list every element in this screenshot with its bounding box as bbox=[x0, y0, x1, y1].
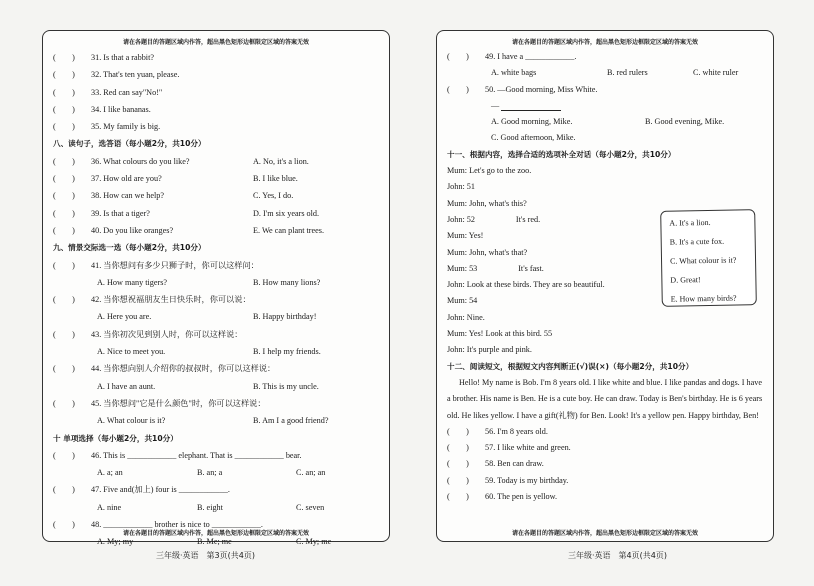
section-heading: 九、情景交际选一选（每小题2分，共10分） bbox=[53, 243, 206, 253]
answer-bracket[interactable]: ( ) bbox=[53, 104, 75, 114]
answer-bracket[interactable]: ( ) bbox=[53, 191, 75, 201]
answer-bracket[interactable]: ( ) bbox=[53, 225, 75, 235]
question-text: 38. How can we help? bbox=[91, 191, 164, 201]
answer-bracket[interactable]: ( ) bbox=[53, 329, 75, 339]
question bbox=[53, 222, 381, 239]
question-text: 57. I like white and green. bbox=[485, 443, 571, 453]
question-text: 43. 当你初次见到别人时，你可以这样说： bbox=[91, 329, 243, 339]
tf-question bbox=[447, 456, 767, 472]
answer-bracket[interactable]: ( ) bbox=[53, 174, 75, 184]
question bbox=[53, 205, 381, 222]
answer-area-notice-top: 请在各题目的答题区域内作答，超出黑色矩形边框限定区域的答案无效 bbox=[511, 39, 698, 46]
question-text: 41. 当你想问有多少只狮子时，你可以这样问： bbox=[91, 260, 259, 270]
options-row bbox=[53, 308, 381, 325]
dialog-line: Mum: Yes! bbox=[447, 231, 484, 241]
option-c: C. seven bbox=[296, 502, 325, 512]
dialog-line: Mum: 54 bbox=[447, 296, 478, 306]
question-text: 32. That's ten yuan, please. bbox=[91, 70, 180, 80]
options-row bbox=[53, 378, 381, 395]
option-a: A. Nice to meet you. bbox=[97, 347, 166, 357]
question bbox=[53, 187, 381, 204]
answer-option: E. We can plant trees. bbox=[253, 225, 325, 235]
page-4-footer: 三年级·英语 第4页(共4页) bbox=[568, 551, 667, 560]
question-text: 44. 当你想向别人介绍你的叔叔时，你可以这样说： bbox=[91, 364, 276, 374]
option-a: A. Good morning, Mike. bbox=[491, 117, 573, 127]
question-text: 46. This is ____________ elephant. That is ____________ bear. bbox=[91, 450, 302, 460]
tf-question bbox=[447, 424, 767, 440]
answer-bracket[interactable]: ( ) bbox=[447, 443, 469, 453]
question-text: 48. ____________ brother is nice to ____________. bbox=[91, 520, 263, 530]
option-b: B. Am I a good friend? bbox=[253, 416, 329, 426]
dialog-line: John: 52 It's red. bbox=[447, 214, 541, 224]
option-b: B. an; a bbox=[197, 468, 223, 478]
options-row bbox=[53, 412, 381, 429]
dialog-line: Mum: John, what's this? bbox=[447, 198, 527, 208]
option-b: B. red rulers bbox=[607, 68, 648, 78]
question-text: 50. —Good morning, Miss White. bbox=[485, 84, 598, 94]
exam-page-4 bbox=[436, 30, 774, 542]
dialog-line: John: Look at these birds. They are so beautiful. bbox=[447, 280, 605, 290]
option-b: B. I help my friends. bbox=[253, 347, 321, 357]
option-a: A. My; my bbox=[97, 537, 134, 547]
answer-bracket[interactable]: ( ) bbox=[447, 84, 469, 94]
question bbox=[53, 118, 381, 135]
answer-bracket[interactable]: ( ) bbox=[447, 459, 469, 469]
true-false-list bbox=[447, 424, 767, 505]
question-text: 49. I have a ____________. bbox=[485, 52, 577, 61]
question-text: 45. 当你想问"它是什么颜色"时，你可以这样说： bbox=[91, 398, 266, 408]
question-text: 37. How old are you? bbox=[91, 174, 162, 184]
answer-option: C. Yes, I do. bbox=[253, 191, 294, 201]
section-11-heading: 十一、根据内容，选择合适的选项补全对话（每小题2分，共10分） bbox=[447, 149, 676, 159]
dialog-line: Mum: 53 It's fast. bbox=[447, 263, 544, 273]
answer-bracket[interactable]: ( ) bbox=[53, 450, 75, 460]
option-b: B. Happy birthday! bbox=[253, 312, 317, 322]
tf-question bbox=[447, 440, 767, 456]
dialog-option: A. It's a lion. bbox=[669, 217, 711, 228]
question-text: 40. Do you like oranges? bbox=[91, 225, 174, 235]
answer-bracket[interactable]: ( ) bbox=[53, 520, 75, 530]
option-a: A. a; an bbox=[97, 468, 123, 478]
answer-bracket[interactable]: ( ) bbox=[53, 70, 75, 80]
option-a: A. I have an aunt. bbox=[97, 381, 156, 391]
option-c: C. white ruler bbox=[693, 68, 739, 78]
question-text: 33. Red can say"No!" bbox=[91, 87, 163, 97]
option-b: B. Me; me bbox=[197, 537, 232, 547]
question bbox=[53, 101, 381, 118]
question-text: 31. Is that a rabbit? bbox=[91, 53, 154, 62]
answer-option: A. No, it's a lion. bbox=[253, 156, 309, 166]
question-text: 58. Ben can draw. bbox=[485, 459, 544, 469]
question-text: 42. 当你想祝福朋友生日快乐时，你可以说： bbox=[91, 295, 251, 305]
dialog-line: Mum: Yes! Look at this bird. 55 bbox=[447, 329, 553, 339]
options-row bbox=[53, 464, 381, 481]
question bbox=[53, 481, 381, 498]
option-b: B. This is my uncle. bbox=[253, 381, 319, 391]
dialog-line: John: Nine. bbox=[447, 312, 485, 322]
answer-bracket[interactable]: ( ) bbox=[447, 475, 469, 485]
answer-bracket[interactable]: ( ) bbox=[53, 53, 75, 62]
dialog-line: John: 51 bbox=[447, 182, 475, 192]
question-text: 59. Today is my birthday. bbox=[485, 475, 569, 485]
question bbox=[53, 360, 381, 377]
section-12-heading: 十二、阅读短文，根据短文内容判断正(√)误(×)（每小题2分，共10分） bbox=[447, 361, 694, 371]
question-text: 35. My family is big. bbox=[91, 122, 161, 132]
question-text: 60. The pen is yellow. bbox=[485, 492, 558, 502]
exam-page-3 bbox=[42, 30, 390, 547]
question-text: 47. Five and(加上) four is ____________. bbox=[91, 485, 230, 495]
question bbox=[53, 395, 381, 412]
question-50-option-c bbox=[447, 130, 767, 146]
answer-bracket[interactable]: ( ) bbox=[53, 208, 75, 218]
page-3-footer: 三年级·英语 第3页(共4页) bbox=[156, 551, 255, 560]
question-text: 56. I'm 8 years old. bbox=[485, 426, 548, 436]
answer-bracket[interactable]: ( ) bbox=[447, 426, 469, 436]
options-row bbox=[53, 343, 381, 360]
dialog-options-box bbox=[660, 209, 757, 307]
option-c: C. Good afternoon, Mike. bbox=[491, 133, 576, 143]
options-row bbox=[53, 274, 381, 291]
option-a: A. What colour is it? bbox=[97, 416, 166, 426]
question bbox=[53, 257, 381, 274]
tf-question bbox=[447, 473, 767, 489]
dash: — bbox=[491, 100, 500, 110]
section-heading: 十 单项选择（每小题2分，共10分） bbox=[53, 433, 178, 443]
question-49-options bbox=[447, 65, 767, 81]
option-b: B. eight bbox=[197, 502, 223, 512]
reading-passage: Hello! My name is Bob. I'm 8 years old. I like white and blue. I like pandas and dogs. I have a brother. His name is Ben. He is a cute boy. He can draw. Today is Ben's birthday. He is 6 years old. He likes yellow. I have a gift(礼物) for Ben. Look! It's a yellow pen. Happy birthday, Ben! bbox=[447, 377, 763, 420]
answer-blank[interactable] bbox=[501, 100, 561, 111]
question-49 bbox=[447, 49, 767, 65]
option-a: A. white bags bbox=[491, 68, 537, 78]
answer-bracket[interactable]: ( ) bbox=[447, 492, 469, 502]
answer-bracket[interactable]: ( ) bbox=[53, 364, 75, 374]
dialog-option: C. What colour is it? bbox=[669, 255, 737, 266]
answer-bracket[interactable]: ( ) bbox=[53, 87, 75, 97]
dialog-option: B. It's a cute fox. bbox=[669, 236, 725, 247]
question bbox=[53, 447, 381, 464]
option-a: A. Here you are. bbox=[97, 312, 152, 322]
answer-bracket[interactable]: ( ) bbox=[53, 295, 75, 305]
dialog-line: Mum: John, what's that? bbox=[447, 247, 528, 257]
question bbox=[53, 153, 381, 170]
question-50 bbox=[447, 82, 767, 98]
question-50-blank bbox=[447, 98, 767, 114]
question bbox=[53, 49, 381, 66]
answer-option: B. I like blue. bbox=[253, 174, 298, 184]
question-text: 36. What colours do you like? bbox=[91, 156, 190, 166]
option-c: C. an; an bbox=[296, 468, 326, 478]
option-b: B. How many lions? bbox=[253, 277, 321, 287]
dialog-option: D. Great! bbox=[670, 275, 701, 285]
answer-bracket[interactable]: ( ) bbox=[53, 156, 75, 166]
option-a: A. How many tigers? bbox=[97, 277, 168, 287]
question-text: 39. Is that a tiger? bbox=[91, 208, 150, 218]
tf-question bbox=[447, 489, 767, 505]
option-b: B. Good evening, Mike. bbox=[645, 117, 725, 127]
question bbox=[53, 291, 381, 308]
answer-bracket[interactable]: ( ) bbox=[53, 122, 75, 132]
answer-bracket[interactable]: ( ) bbox=[53, 260, 75, 270]
question bbox=[53, 84, 381, 101]
page-3-questions bbox=[53, 49, 381, 551]
answer-area-notice-bottom: 请在各题目的答题区域内作答，超出黑色矩形边框限定区域的答案无效 bbox=[511, 530, 698, 537]
answer-area-notice-top: 请在各题目的答题区域内作答，超出黑色矩形边框限定区域的答案无效 bbox=[122, 39, 309, 46]
answer-bracket[interactable]: ( ) bbox=[53, 485, 75, 495]
answer-area-notice-bottom: 请在各题目的答题区域内作答，超出黑色矩形边框限定区域的答案无效 bbox=[122, 530, 309, 537]
section-heading: 八、读句子，选答语（每小题2分，共10分） bbox=[53, 139, 206, 149]
question-50-options bbox=[447, 114, 767, 130]
dialog-option: E. How many birds? bbox=[670, 293, 737, 304]
options-row bbox=[53, 499, 381, 516]
answer-bracket[interactable]: ( ) bbox=[53, 398, 75, 408]
question bbox=[53, 66, 381, 83]
question bbox=[53, 326, 381, 343]
option-c: C. My; me bbox=[296, 537, 332, 547]
question-text: 34. I like bananas. bbox=[91, 104, 151, 114]
dialog-line: Mum: Let's go to the zoo. bbox=[447, 166, 532, 176]
option-a: A. nine bbox=[97, 502, 122, 512]
answer-option: D. I'm six years old. bbox=[253, 208, 320, 218]
answer-bracket[interactable]: ( ) bbox=[447, 52, 469, 61]
question bbox=[53, 170, 381, 187]
dialog-line: John: It's purple and pink. bbox=[447, 345, 532, 355]
